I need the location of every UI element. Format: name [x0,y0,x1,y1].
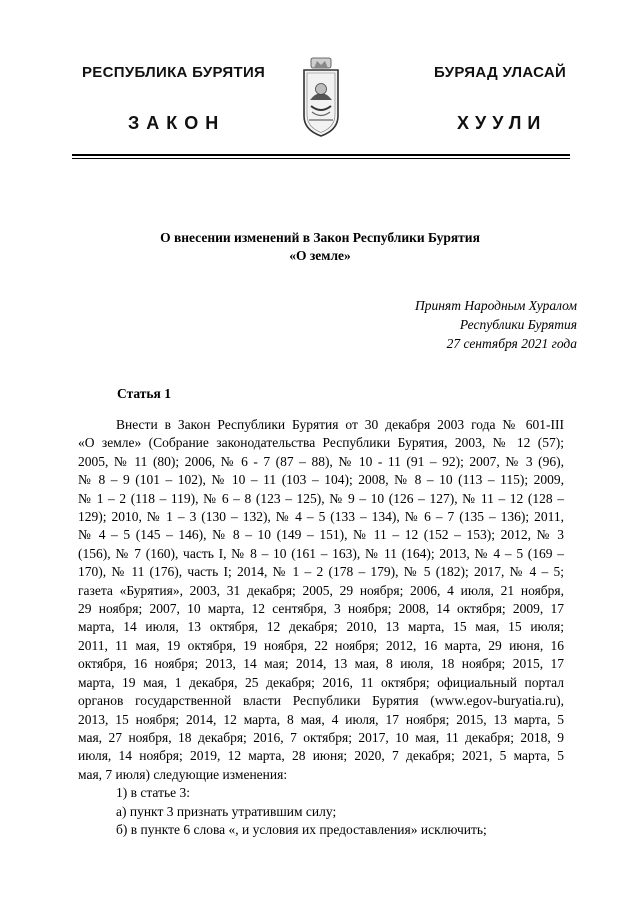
body-line: Внести в Закон Республики Бурятия от 30 декабря 2003 года № 601-III [116,417,564,432]
header-rule-thin [72,158,570,159]
adoption-line-1: Принят Народным Хуралом [414,298,577,313]
article-body [78,416,564,839]
coat-of-arms-icon [302,56,340,138]
republic-name-russian: РЕСПУБЛИКА БУРЯТИЯ [82,64,266,81]
body-line: 129); 2010, № 1 – 3 (130 – 132), № 4 – 5 (133 – 134), № 6 – 7 (135 – 136); 2011, [78,509,564,525]
body-line: 29 ноября; 2007, 10 марта, 12 сентября, 3 ноября; 2008, 14 октября; 2009, 17 [78,601,564,617]
body-line: 2011, 11 мая, 19 октября, 19 ноября, 22 ноября; 2012, 16 марта, 29 июня, 16 [78,637,564,653]
adoption-note [415,296,577,353]
body-line: № 4 – 5 (145 – 146), № 8 – 10 (149 – 151), № 11 – 12 (152 – 153); 2012, № 3 [78,527,564,543]
body-line: «О земле» (Собрание законодательства Республики Бурятия, 2003, № 12 (57); [78,435,564,451]
adoption-date: 27 сентября 2021 года [446,336,577,351]
body-line: мая, 7 июля) следующие изменения: [78,766,288,782]
body-line: марта, 14 июля, 13 октября, 12 декабря; 2010, 13 марта, 15 мая, 15 июля; [78,619,564,635]
body-line: 170), № 11 (176), часть I; 2014, № 1 – 2 (178 – 179), № 5 (182); 2017, № 4 – 5; [78,564,564,580]
body-line: марта, 19 мая, 1 декабря, 25 декабря; 2016, 11 октября; официальный портал [78,674,564,690]
body-line: № 8 – 9 (101 – 102), № 10 – 11 (103 – 104); 2008, № 8 – 10 (113 – 115); 2009, [78,472,564,488]
body-line: мая, 27 ноября, 18 декабря; 2016, 7 октября; 2017, 10 мая, 11 декабря; 2018, 9 [78,729,564,745]
title-line-1: О внесении изменений в Закон Республики Бурятия [160,230,480,245]
body-line: органов государственной власти Республики Бурятия (www.egov-buryatia.ru), [78,693,564,709]
law-label-buryat: ХУУЛИ [457,113,547,133]
amendment-item [78,784,564,839]
amendment-item-line: а) пункт 3 признать утратившим силу; [116,803,337,819]
title-line-2: «О земле» [289,248,351,263]
adoption-line-2: Республики Бурятия [459,317,577,332]
body-line: № 1 – 2 (118 – 119), № 6 – 8 (123 – 125), № 9 – 10 (126 – 127), № 11 – 12 (128 – [78,490,564,506]
body-line: октября, 16 ноября; 2013, 14 мая; 2014, 13 мая, 8 июля, 18 ноября; 2015, 17 [78,656,564,672]
amendment-item-line: б) в пункте 6 слова «, и условия их предоставления» исключить; [116,821,487,837]
amendment-item-line: 1) в статье 3: [116,785,190,801]
body-line: 2013, 15 ноября; 2014, 12 марта, 8 мая, 4 июля, 17 ноября; 2015, 13 марта, 5 [78,711,564,727]
body-line: (156), № 7 (160), часть I, № 8 – 10 (161 – 163), № 11 (164); 2013, № 4 – 5 (169 – [78,545,564,561]
body-line: 2005, № 11 (80); 2006, № 6 - 7 (87 – 88), № 10 - 11 (91 – 92); 2007, № 3 (96), [78,453,564,469]
body-line: газета «Бурятия», 2003, 31 декабря; 2005, 29 ноября; 2006, 4 июля, 21 ноября, [78,582,564,598]
body-line: июля, 14 ноября; 2019, 12 марта, 28 июня; 2020, 7 декабря; 2021, 5 марта, 5 [78,748,564,764]
law-label-russian: ЗАКОН [128,113,226,133]
republic-name-buryat: БУРЯАД УЛАСАЙ [434,64,567,81]
article-paragraph [78,416,564,784]
header-rule-thick [72,154,570,156]
document-title [120,229,520,265]
article-heading: Статья 1 [117,386,171,401]
